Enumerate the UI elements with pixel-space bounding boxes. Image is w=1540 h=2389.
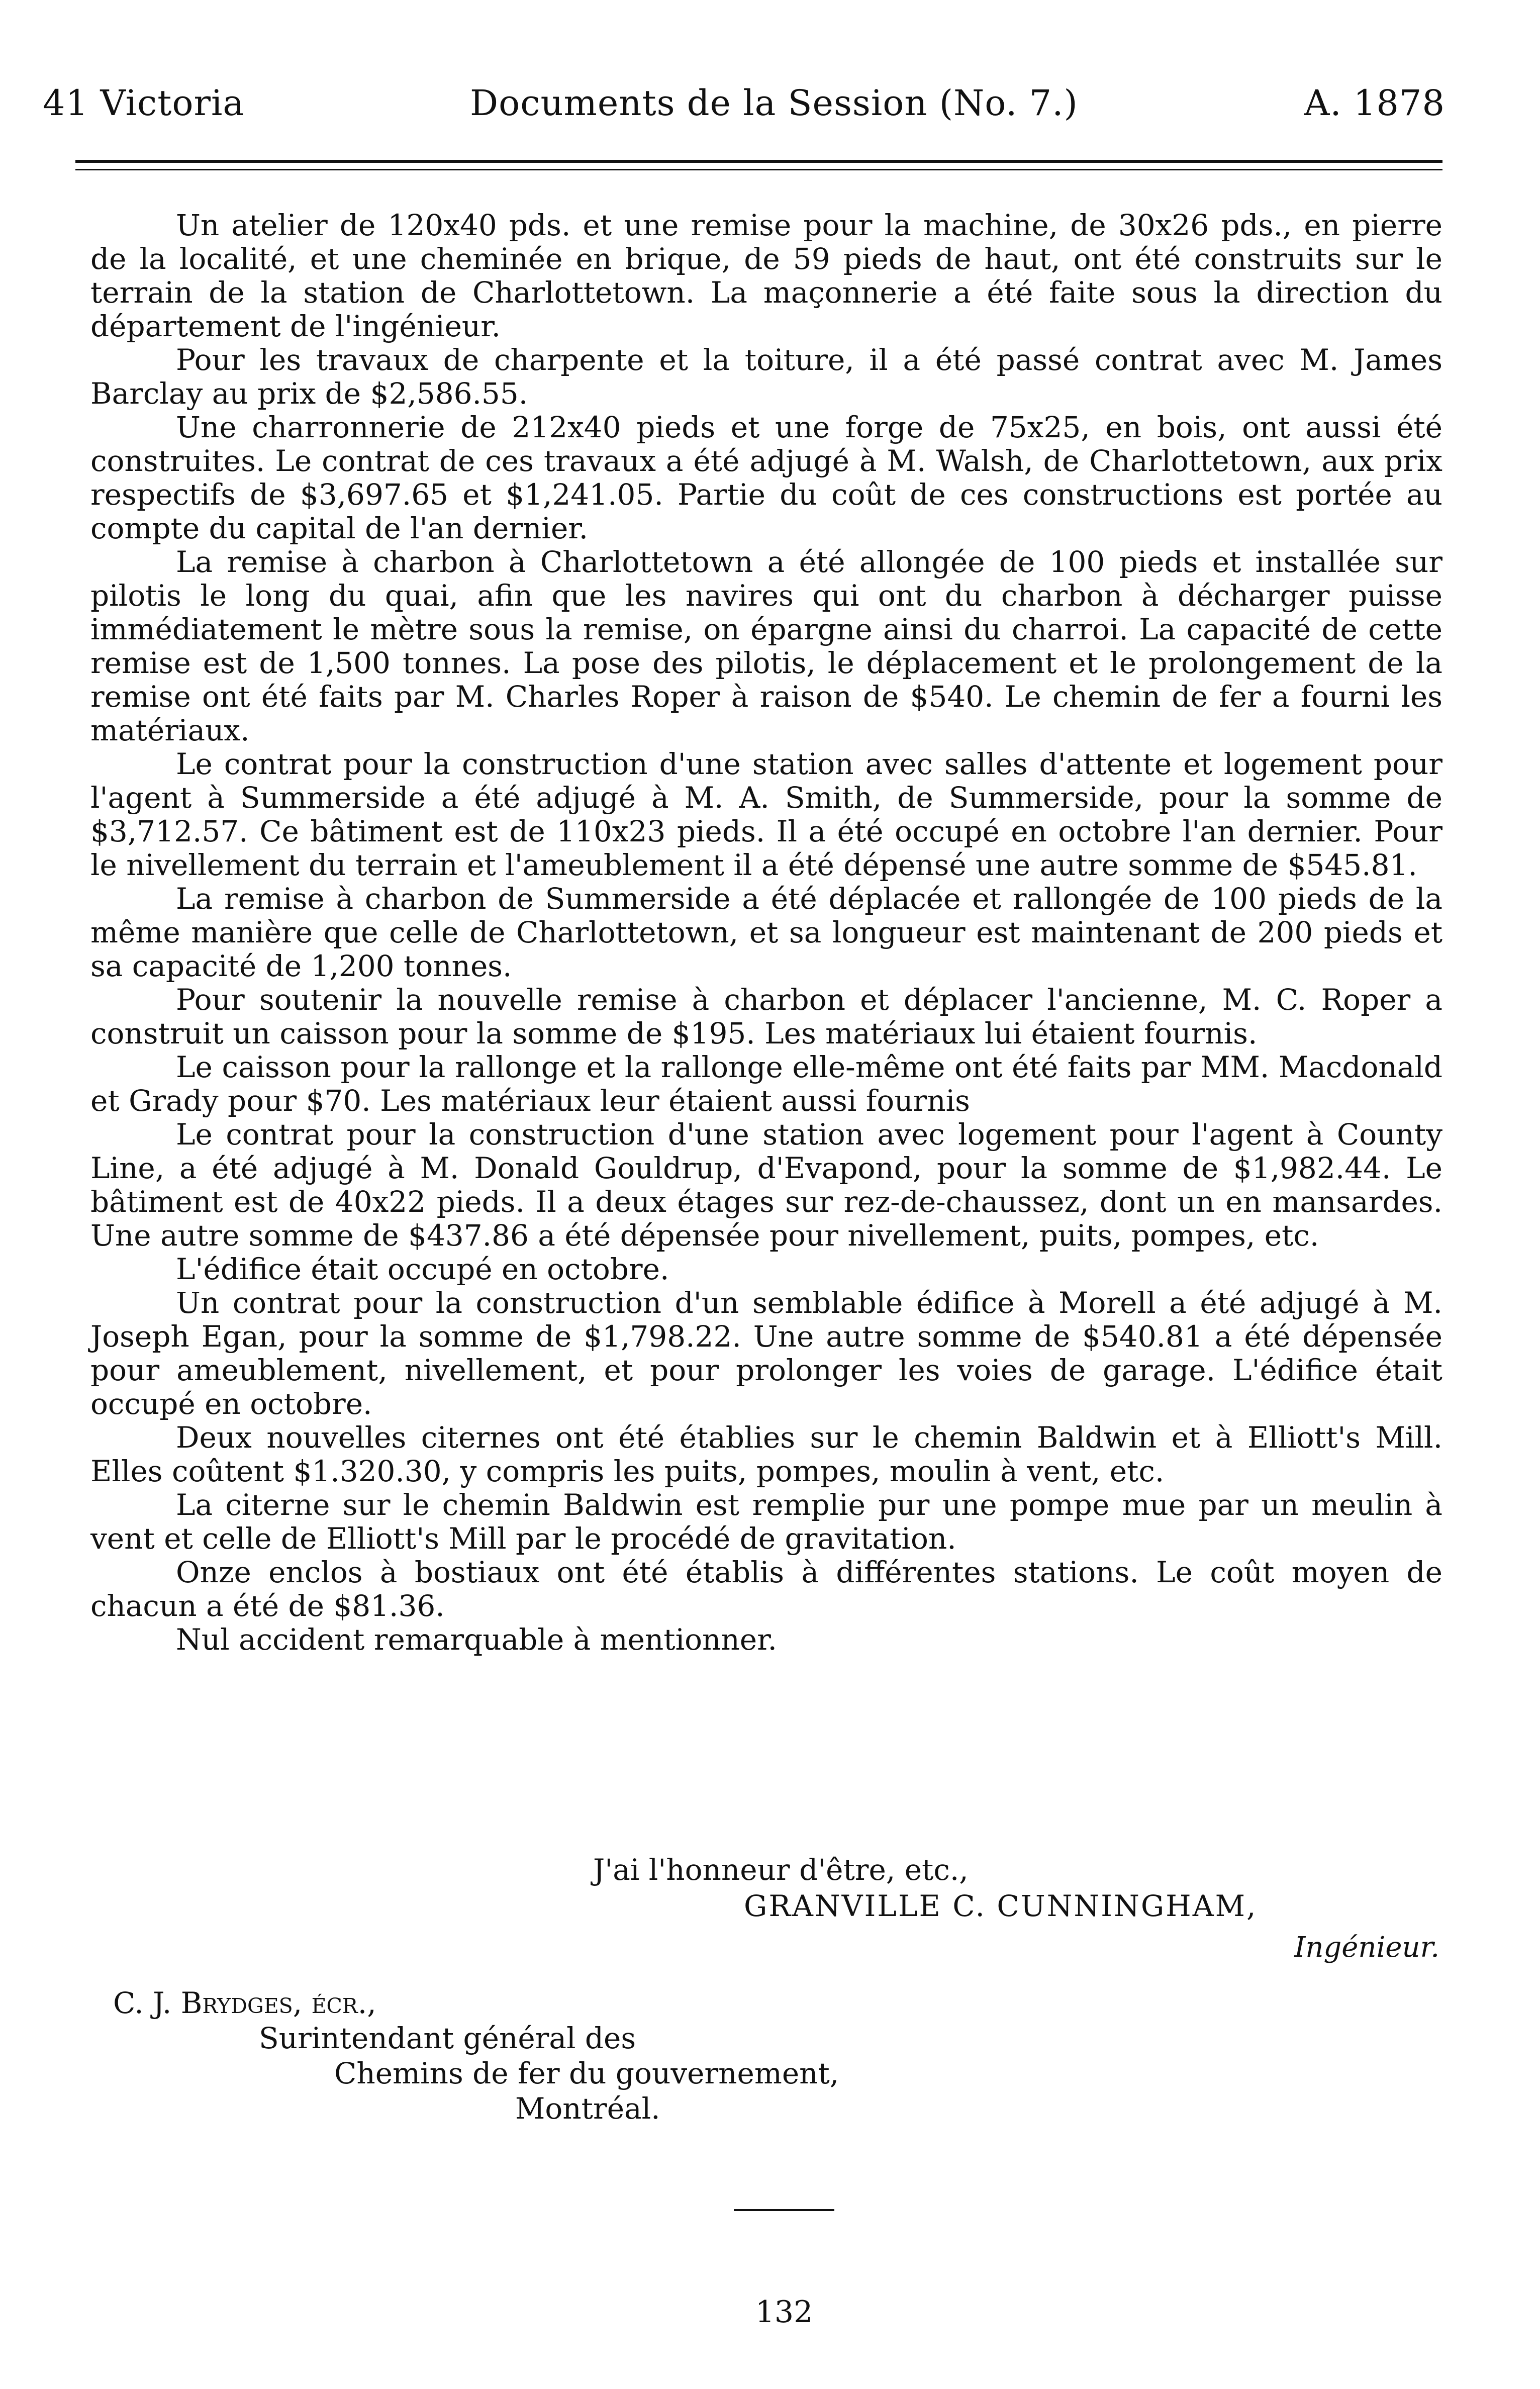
paragraph: Un contrat pour la construction d'un semblable édifice à Morell a été adjugé à M. Joseph Egan, pour la somme de $1,798.22. Une autre somme de $540.81 a été dépensée pour ameublement, nivellement, et pour prolonger les voies de garage. L'édifice était occupé en octobre.	[90, 1286, 1442, 1421]
paragraph: Le contrat pour la construction d'une station avec logement pour l'agent à County Line, a été adjugé à M. Donald Gouldrup, d'Evapond, pour la somme de $1,982.44. Le bâtiment est de 40x22 pieds. Il a deux étages sur rez-de-chaussez, dont un en mansardes. Une autre somme de $437.86 a été dépensée pour nivellement, puits, pompes, etc.	[90, 1117, 1442, 1253]
paragraph: La remise à charbon de Summerside a été déplacée et rallongée de 100 pieds de la même manière que celle de Charlottetown, et sa longueur est maintenant de 200 pieds et sa capacité de 1,200 tonnes.	[90, 882, 1442, 983]
paragraph: La remise à charbon à Charlottetown a été allongée de 100 pieds et installée sur pilotis le long du quai, afin que les navires qui ont du charbon à décharger puisse immédiatement le mètre sous la remise, on épargne ainsi du charroi. La capacité de cette remise est de 1,500 tonnes. La pose des pilotis, le déplacement et le prolongement de la remise ont été faits par M. Charles Roper à raison de $540. Le chemin de fer a fourni les matériaux.	[90, 545, 1442, 747]
paragraph: La citerne sur le chemin Baldwin est remplie pur une pompe mue par un meulin à vent et celle de Elliott's Mill par le procédé de gravitation.	[90, 1488, 1442, 1556]
footer-rule	[734, 2209, 834, 2211]
paragraph: Onze enclos à bostiaux ont été établis à différentes stations. Le coût moyen de chacun a été de $81.36.	[90, 1555, 1442, 1623]
paragraph: Pour soutenir la nouvelle remise à charbon et déplacer l'ancienne, M. C. Roper a construit un caisson pour la somme de $195. Les matériaux lui étaient fournis.	[90, 983, 1442, 1050]
paragraph: Le contrat pour la construction d'une station avec salles d'attente et logement pour l'agent à Summerside a été adjugé à M. A. Smith, de Summerside, pour la somme de $3,712.57. Ce bâtiment est de 110x23 pieds. Il a été occupé en octobre l'an dernier. Pour le nivellement du terrain et l'ameublement il a été dépensé une autre somme de $545.81.	[90, 747, 1442, 882]
paragraph: Pour les travaux de charpente et la toiture, il a été passé contrat avec M. James Barclay au prix de $2,586.55.	[90, 343, 1442, 411]
paragraph: Un atelier de 120x40 pds. et une remise pour la machine, de 30x26 pds., en pierre de la localité, et une cheminée en brique, de 59 pieds de haut, ont été construits sur le terrain de la station de Charlottetown. La maçonnerie a été faite sous la direction du département de l'ingénieur.	[90, 208, 1442, 343]
paragraph: Une charronnerie de 212x40 pieds et une forge de 75x25, en bois, ont aussi été construites. Le contrat de ces travaux a été adjugé à M. Walsh, de Charlottetown, aux prix respectifs de $3,697.65 et $1,241.05. Partie du coût de ces constructions est portée au compte du capital de l'an dernier.	[90, 410, 1442, 545]
addressee-block	[113, 1985, 839, 2126]
addressee-city: Montréal.	[515, 2091, 660, 2126]
header-year: A. 1878	[1304, 82, 1445, 124]
paragraph: Le caisson pour la rallonge et la rallonge elle-même ont été faits par MM. Macdonald et Grady pour $70. Les matériaux leur étaient aussi fournis	[90, 1050, 1442, 1118]
paragraph: L'édifice était occupé en octobre.	[176, 1252, 669, 1286]
report-body	[90, 209, 1442, 1657]
header-rule-thick	[75, 160, 1442, 163]
header-document-title: Documents de la Session (No. 7.)	[470, 82, 1078, 124]
paragraph: Nul accident remarquable à mentionner.	[176, 1622, 777, 1657]
header-volume: 41 Victoria	[43, 82, 245, 124]
paragraph: Deux nouvelles citernes ont été établies sur le chemin Baldwin et à Elliott's Mill. Elles coûtent $1.320.30, y compris les puits, pompes, moulin à vent, etc.	[90, 1420, 1442, 1488]
signatory-name: GRANVILLE C. CUNNINGHAM,	[744, 1889, 1258, 1923]
addressee-name: C. J. Brydges, écr.,	[113, 1986, 376, 2020]
header-rule-thin	[75, 169, 1442, 170]
signatory-title: Ingénieur.	[1294, 1931, 1439, 1964]
closing-salutation: J'ai l'honneur d'être, etc.,	[593, 1853, 969, 1887]
addressee-organization: Chemins de fer du gouvernement,	[334, 2056, 839, 2090]
addressee-position: Surintendant général des	[259, 2021, 636, 2055]
running-header	[43, 75, 1445, 131]
page-number: 132	[755, 2295, 813, 2330]
